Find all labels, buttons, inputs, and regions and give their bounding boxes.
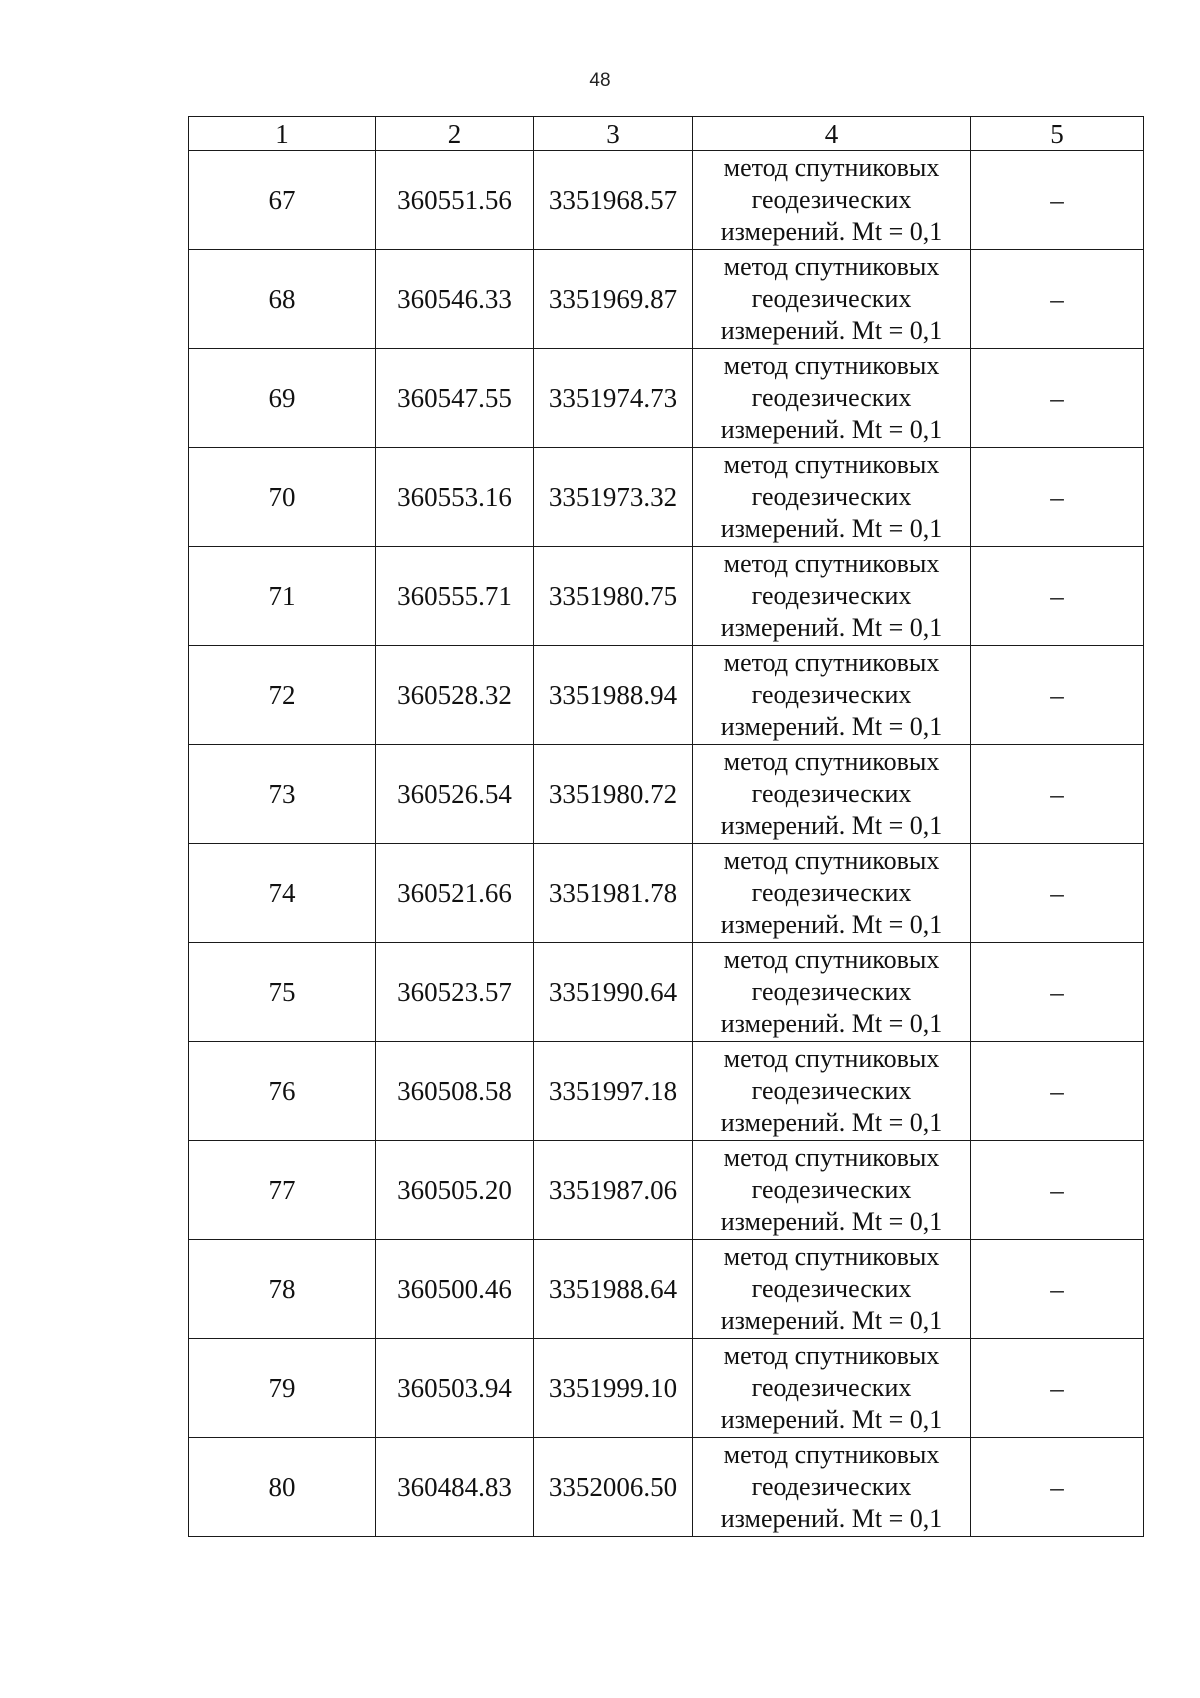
method-cell: метод спутниковых геодезических измерений. Mt = 0,1 xyxy=(693,547,971,646)
note-cell: – xyxy=(971,1438,1144,1537)
table-row xyxy=(189,1240,1144,1339)
point-number-cell: 76 xyxy=(189,1042,376,1141)
point-number-cell: 73 xyxy=(189,745,376,844)
x-coordinate-cell: 360546.33 xyxy=(376,250,534,349)
note-cell: – xyxy=(971,547,1144,646)
y-coordinate-cell: 3351969.87 xyxy=(534,250,693,349)
x-coordinate-cell: 360503.94 xyxy=(376,1339,534,1438)
page-number: 48 xyxy=(589,70,611,91)
note-cell: – xyxy=(971,844,1144,943)
note-cell: – xyxy=(971,943,1144,1042)
note-cell: – xyxy=(971,1141,1144,1240)
note-cell: – xyxy=(971,151,1144,250)
method-cell: метод спутниковых геодезических измерений. Mt = 0,1 xyxy=(693,745,971,844)
method-cell: метод спутниковых геодезических измерений. Mt = 0,1 xyxy=(693,250,971,349)
x-coordinate-cell: 360505.20 xyxy=(376,1141,534,1240)
method-cell: метод спутниковых геодезических измерений. Mt = 0,1 xyxy=(693,1042,971,1141)
table-row xyxy=(189,349,1144,448)
y-coordinate-cell: 3351999.10 xyxy=(534,1339,693,1438)
note-cell: – xyxy=(971,745,1144,844)
point-number-cell: 72 xyxy=(189,646,376,745)
table-row xyxy=(189,1438,1144,1537)
method-cell: метод спутниковых геодезических измерений. Mt = 0,1 xyxy=(693,1141,971,1240)
y-coordinate-cell: 3351973.32 xyxy=(534,448,693,547)
point-number-cell: 79 xyxy=(189,1339,376,1438)
x-coordinate-cell: 360526.54 xyxy=(376,745,534,844)
header-cell-2: 2 xyxy=(376,117,534,151)
coordinates-table xyxy=(188,116,1144,1537)
point-number-cell: 78 xyxy=(189,1240,376,1339)
table-row xyxy=(189,1042,1144,1141)
note-cell: – xyxy=(971,1042,1144,1141)
method-cell: метод спутниковых геодезических измерений. Mt = 0,1 xyxy=(693,1438,971,1537)
point-number-cell: 69 xyxy=(189,349,376,448)
table-header xyxy=(189,117,1144,151)
y-coordinate-cell: 3351980.75 xyxy=(534,547,693,646)
table-row xyxy=(189,943,1144,1042)
point-number-cell: 71 xyxy=(189,547,376,646)
y-coordinate-cell: 3351968.57 xyxy=(534,151,693,250)
header-cell-1: 1 xyxy=(189,117,376,151)
table-row xyxy=(189,250,1144,349)
point-number-cell: 74 xyxy=(189,844,376,943)
table-row xyxy=(189,547,1144,646)
y-coordinate-cell: 3351988.64 xyxy=(534,1240,693,1339)
note-cell: – xyxy=(971,448,1144,547)
x-coordinate-cell: 360500.46 xyxy=(376,1240,534,1339)
x-coordinate-cell: 360553.16 xyxy=(376,448,534,547)
header-cell-3: 3 xyxy=(534,117,693,151)
point-number-cell: 70 xyxy=(189,448,376,547)
method-cell: метод спутниковых геодезических измерений. Mt = 0,1 xyxy=(693,646,971,745)
method-cell: метод спутниковых геодезических измерений. Mt = 0,1 xyxy=(693,844,971,943)
table-row xyxy=(189,1339,1144,1438)
x-coordinate-cell: 360508.58 xyxy=(376,1042,534,1141)
x-coordinate-cell: 360547.55 xyxy=(376,349,534,448)
table-body xyxy=(189,151,1144,1537)
note-cell: – xyxy=(971,250,1144,349)
x-coordinate-cell: 360551.56 xyxy=(376,151,534,250)
x-coordinate-cell: 360523.57 xyxy=(376,943,534,1042)
point-number-cell: 80 xyxy=(189,1438,376,1537)
note-cell: – xyxy=(971,646,1144,745)
method-cell: метод спутниковых геодезических измерений. Mt = 0,1 xyxy=(693,448,971,547)
table-row xyxy=(189,745,1144,844)
y-coordinate-cell: 3351997.18 xyxy=(534,1042,693,1141)
table-row xyxy=(189,646,1144,745)
y-coordinate-cell: 3351990.64 xyxy=(534,943,693,1042)
method-cell: метод спутниковых геодезических измерений. Mt = 0,1 xyxy=(693,1339,971,1438)
y-coordinate-cell: 3351981.78 xyxy=(534,844,693,943)
x-coordinate-cell: 360484.83 xyxy=(376,1438,534,1537)
header-row xyxy=(189,117,1144,151)
note-cell: – xyxy=(971,349,1144,448)
note-cell: – xyxy=(971,1339,1144,1438)
note-cell: – xyxy=(971,1240,1144,1339)
x-coordinate-cell: 360528.32 xyxy=(376,646,534,745)
method-cell: метод спутниковых геодезических измерений. Mt = 0,1 xyxy=(693,943,971,1042)
y-coordinate-cell: 3351988.94 xyxy=(534,646,693,745)
method-cell: метод спутниковых геодезических измерений. Mt = 0,1 xyxy=(693,349,971,448)
table-row xyxy=(189,151,1144,250)
y-coordinate-cell: 3351987.06 xyxy=(534,1141,693,1240)
point-number-cell: 75 xyxy=(189,943,376,1042)
method-cell: метод спутниковых геодезических измерений. Mt = 0,1 xyxy=(693,1240,971,1339)
table-row xyxy=(189,448,1144,547)
point-number-cell: 77 xyxy=(189,1141,376,1240)
header-cell-5: 5 xyxy=(971,117,1144,151)
x-coordinate-cell: 360521.66 xyxy=(376,844,534,943)
point-number-cell: 68 xyxy=(189,250,376,349)
table-row xyxy=(189,844,1144,943)
method-cell: метод спутниковых геодезических измерений. Mt = 0,1 xyxy=(693,151,971,250)
coordinates-table-container xyxy=(188,116,1144,1537)
header-cell-4: 4 xyxy=(693,117,971,151)
x-coordinate-cell: 360555.71 xyxy=(376,547,534,646)
table-row xyxy=(189,1141,1144,1240)
point-number-cell: 67 xyxy=(189,151,376,250)
y-coordinate-cell: 3352006.50 xyxy=(534,1438,693,1537)
y-coordinate-cell: 3351980.72 xyxy=(534,745,693,844)
y-coordinate-cell: 3351974.73 xyxy=(534,349,693,448)
